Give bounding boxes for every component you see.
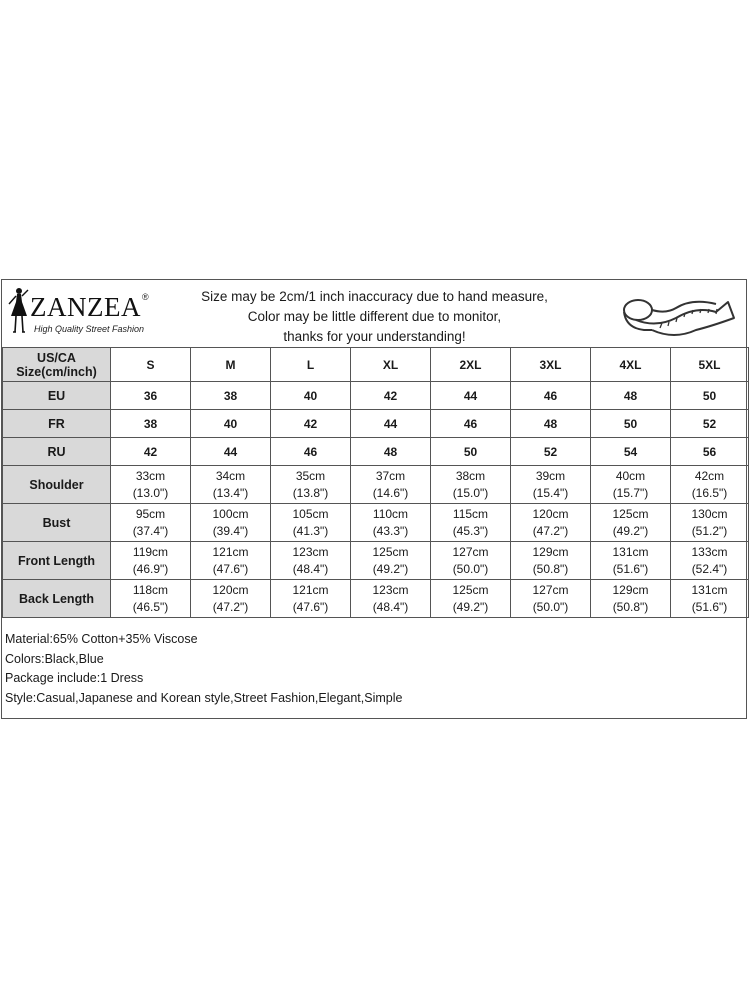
measurement-cell [511,580,591,618]
measurement-cm: 115cm [452,506,489,521]
measurement-inch: (50.0") [532,599,569,614]
measurement-cm: 34cm [215,468,246,483]
measurement-cell [591,466,671,504]
row-label: RU [3,438,111,466]
measurement-inch: (50.0") [452,561,489,576]
measurement-cm: 125cm [372,544,409,559]
measurement-cell [191,580,271,618]
brand-name: ZANZEA [30,292,141,322]
measurement-inch: (13.0") [132,485,169,500]
size-header-label-line: Size(cm/inch) [16,364,97,379]
region-rows [3,382,749,466]
measurement-cm: 40cm [615,468,646,483]
measurement-cell [191,504,271,542]
measurement-inch: (47.2") [212,599,249,614]
measurement-cm: 38cm [455,468,486,483]
measurement-cm: 119cm [132,544,169,559]
region-size-cell: 56 [671,438,749,466]
measurement-cm: 123cm [292,544,329,559]
measurement-cm: 105cm [292,506,329,521]
fashion-figure-icon [6,286,32,338]
size-column-header: 5XL [671,348,749,382]
region-size-cell: 42 [351,382,431,410]
measurement-cell [271,504,351,542]
measurement-inch: (15.0") [452,485,489,500]
measurement-cell [431,542,511,580]
notice-line: Color may be little different due to monitor, [247,309,502,324]
measurement-inch: (51.6") [691,599,728,614]
measurement-inch: (14.6") [372,485,409,500]
measurement-cell [351,542,431,580]
measurement-cm: 37cm [375,468,406,483]
measurement-cell [511,504,591,542]
measurement-cm: 129cm [532,544,569,559]
region-size-cell: 54 [591,438,671,466]
measurement-cm: 110cm [372,506,409,521]
measurement-cell [351,504,431,542]
registered-mark: ® [142,292,149,302]
measurement-inch: (46.9") [132,561,169,576]
region-row-ru [3,438,749,466]
notice-line: Size may be 2cm/1 inch inaccuracy due to hand measure, [201,289,548,304]
measurement-cm: 131cm [612,544,649,559]
measurement-inch: (50.8") [612,599,649,614]
region-size-cell: 40 [271,382,351,410]
measurement-cell [191,542,271,580]
measurement-cm: 39cm [535,468,566,483]
size-column-header: 2XL [431,348,511,382]
brand-tagline: High Quality Street Fashion [34,324,145,334]
measurement-cell [591,504,671,542]
region-size-cell: 48 [511,410,591,438]
measurement-inch: (49.2") [452,599,489,614]
region-size-cell: 38 [111,410,191,438]
measurement-inch: (50.8") [532,561,569,576]
measurement-cm: 118cm [132,582,169,597]
size-column-header: L [271,348,351,382]
measurement-cell [271,580,351,618]
measurement-inch: (15.7") [612,485,649,500]
measurement-inch: (37.4") [132,523,169,538]
row-label: EU [3,382,111,410]
row-label: Back Length [3,580,111,618]
measurement-inch: (13.8") [292,485,329,500]
measurement-inch: (51.6") [612,561,649,576]
detail-material: Material:65% Cotton+35% Viscose [5,632,198,646]
size-column-header: S [111,348,191,382]
size-chart-header [2,280,746,347]
measurement-inch: (47.6") [292,599,329,614]
measurement-cell [111,504,191,542]
measurement-inch: (13.4") [212,485,249,500]
measurement-cell [431,504,511,542]
measurement-cm: 129cm [612,582,649,597]
measurement-inch: (48.4") [372,599,409,614]
measurement-cm: 133cm [691,544,728,559]
row-label: Front Length [3,542,111,580]
measurement-inch: (47.6") [212,561,249,576]
measurement-row-back-length [3,580,749,618]
measurement-cm: 120cm [212,582,249,597]
region-size-cell: 46 [271,438,351,466]
size-header-row [3,348,749,382]
detail-package: Package include:1 Dress [5,671,144,685]
region-size-cell: 42 [271,410,351,438]
measurement-inch: (49.2") [612,523,649,538]
region-size-cell: 44 [191,438,271,466]
measurement-cell [431,580,511,618]
region-size-cell: 38 [191,382,271,410]
measurement-inch: (47.2") [532,523,569,538]
size-header-label [3,348,111,382]
row-label: Bust [3,504,111,542]
size-column-header: XL [351,348,431,382]
measurement-cm: 42cm [694,468,725,483]
measurement-inch: (46.5") [132,599,169,614]
region-size-cell: 44 [431,382,511,410]
size-column-header: M [191,348,271,382]
measurement-cell [111,466,191,504]
size-column-header: 4XL [591,348,671,382]
measurement-inch: (48.4") [292,561,329,576]
region-size-cell: 50 [671,382,749,410]
measurement-cell [671,504,749,542]
measurement-cm: 123cm [372,582,409,597]
region-size-cell: 40 [191,410,271,438]
measurement-cm: 127cm [452,544,489,559]
measurement-cell [191,466,271,504]
measurement-inch: (51.2") [691,523,728,538]
measurement-inch: (49.2") [372,561,409,576]
product-details [5,630,402,708]
row-label: Shoulder [3,466,111,504]
measurement-cell [351,580,431,618]
region-size-cell: 50 [431,438,511,466]
region-size-cell: 42 [111,438,191,466]
measurement-cm: 100cm [212,506,249,521]
region-size-cell: 46 [431,410,511,438]
measurement-notice [172,287,577,347]
measurement-cm: 121cm [292,582,329,597]
region-size-cell: 48 [351,438,431,466]
measurement-rows [3,466,749,618]
measurement-cell [671,580,749,618]
measurement-cell [111,542,191,580]
measurement-cell [271,466,351,504]
measurement-row-shoulder [3,466,749,504]
measurement-cell [271,542,351,580]
measurement-cell [671,466,749,504]
region-size-cell: 48 [591,382,671,410]
measurement-inch: (43.3") [372,523,409,538]
measurement-cell [591,580,671,618]
detail-style: Style:Casual,Japanese and Korean style,Street Fashion,Elegant,Simple [5,690,403,705]
measurement-row-bust [3,504,749,542]
measurement-row-front-length [3,542,749,580]
measurement-cell [111,580,191,618]
measurement-cm: 127cm [532,582,569,597]
measurement-cm: 125cm [612,506,649,521]
measurement-inch: (45.3") [452,523,489,538]
measurement-cm: 120cm [532,506,569,521]
measurement-inch: (39.4") [212,523,249,538]
measurement-cell [431,466,511,504]
measurement-cm: 95cm [135,506,166,521]
measuring-tape-icon [616,284,738,344]
region-size-cell: 44 [351,410,431,438]
measurement-cm: 33cm [135,468,166,483]
measurement-inch: (16.5") [691,485,728,500]
measurement-inch: (52.4") [691,561,728,576]
measurement-cell [671,542,749,580]
region-row-eu [3,382,749,410]
region-size-cell: 52 [511,438,591,466]
measurement-cell [511,542,591,580]
measurement-cell [511,466,591,504]
region-row-fr [3,410,749,438]
region-size-cell: 36 [111,382,191,410]
region-size-cell: 50 [591,410,671,438]
size-table [2,347,749,618]
detail-colors: Colors:Black,Blue [5,651,104,666]
region-size-cell: 52 [671,410,749,438]
measurement-cm: 125cm [452,582,489,597]
size-header-label-line: US/CA [37,350,76,365]
measurement-cell [591,542,671,580]
measurement-cell [351,466,431,504]
measurement-inch: (15.4") [532,485,569,500]
measurement-cm: 131cm [691,582,728,597]
size-column-header: 3XL [511,348,591,382]
brand-logo [6,286,156,342]
size-chart-panel [1,279,747,719]
measurement-cm: 130cm [691,506,728,521]
measurement-cm: 35cm [295,468,326,483]
measurement-inch: (41.3") [292,523,329,538]
measurement-cm: 121cm [212,544,249,559]
row-label: FR [3,410,111,438]
region-size-cell: 46 [511,382,591,410]
notice-line: thanks for your understanding! [283,329,466,344]
